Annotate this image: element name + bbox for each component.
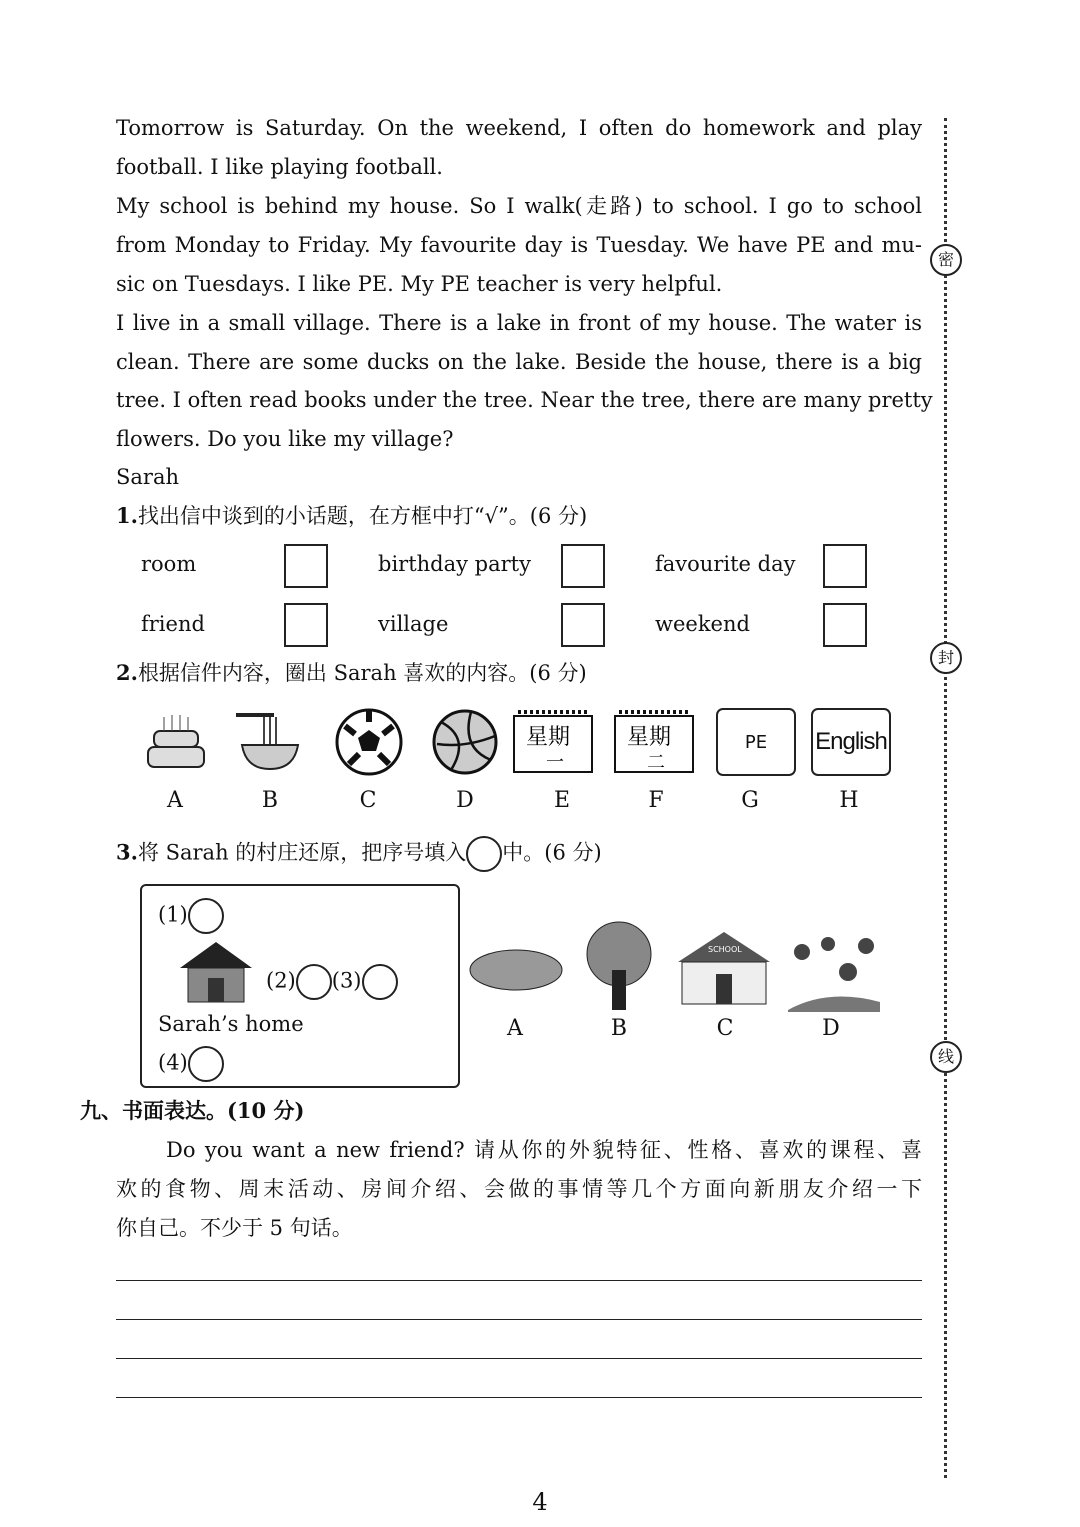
passage-line: I live in a small village. There is a lake in front of my house. The water is	[116, 311, 922, 335]
option-letter: D	[822, 1016, 840, 1041]
passage-line: clean. There are some ducks on the lake. Beside the house, there is a big	[116, 350, 922, 374]
question-text: 根据信件内容，圈出 Sarah 喜欢的内容。(6 分)	[137, 661, 587, 685]
topic-weekend: weekend	[655, 612, 750, 636]
question-number: 3.	[116, 839, 138, 865]
topic-village: village	[378, 612, 449, 636]
checkbox-favourite-day[interactable]	[823, 544, 867, 588]
option-letter: E	[553, 788, 571, 813]
seal-xian: 线	[930, 1041, 962, 1073]
answer-circle[interactable]	[296, 964, 332, 1000]
section-9-title: 九、书面表达。(10 分)	[80, 1098, 305, 1123]
english-card[interactable]: English	[811, 708, 891, 776]
answer-circle[interactable]	[188, 898, 224, 934]
answer-circle[interactable]	[188, 1046, 224, 1082]
slot-label: (1)	[158, 902, 188, 927]
writing-prompt-line: Do you want a new friend? 请从你的外貌特征、性格、喜欢的课程、喜	[166, 1138, 922, 1162]
basketball-icon[interactable]	[429, 708, 501, 776]
checkbox-birthday-party[interactable]	[561, 544, 605, 588]
passage-line: football. I like playing football.	[116, 155, 443, 179]
calendar-day: 二	[647, 752, 665, 773]
topic-friend: friend	[141, 612, 205, 636]
checkbox-weekend[interactable]	[823, 603, 867, 647]
question-text: 中。(6 分)	[502, 840, 602, 865]
signature: Sarah	[116, 465, 179, 489]
school-icon	[672, 928, 776, 1008]
option-letter: F	[648, 788, 664, 813]
slot-2-3	[266, 964, 398, 1000]
topic-favourite-day: favourite day	[655, 552, 796, 576]
passage-line: from Monday to Friday. My favourite day is Tuesday. We have PE and mu-	[116, 233, 922, 257]
flowers-icon	[788, 932, 882, 1012]
question-number: 1.	[116, 503, 138, 528]
question-3-prompt	[116, 836, 602, 872]
tree-icon	[576, 920, 662, 1012]
topic-room: room	[141, 552, 197, 576]
football-icon[interactable]	[333, 708, 405, 776]
slot-label: (4)	[158, 1050, 188, 1075]
writing-line[interactable]	[116, 1358, 922, 1359]
checkbox-friend[interactable]	[284, 603, 328, 647]
pe-card[interactable]: PE	[716, 708, 796, 776]
village-map-box	[140, 884, 460, 1088]
option-letter: A	[507, 1016, 523, 1041]
home-label: Sarah’s home	[158, 1012, 304, 1036]
calendar-monday-icon[interactable]	[508, 708, 596, 776]
question-1-prompt	[116, 504, 587, 528]
checkbox-village[interactable]	[561, 603, 605, 647]
option-letter: C	[359, 788, 377, 813]
binding-dotted-line	[944, 118, 947, 1478]
writing-prompt-line: 你自己。不少于 5 句话。	[116, 1216, 353, 1240]
writing-prompt-line: 欢的食物、周末活动、房间介绍、会做的事情等几个方面向新朋友介绍一下	[116, 1177, 922, 1201]
topic-birthday-party: birthday party	[378, 552, 531, 576]
passage-line: tree. I often read books under the tree. Near the tree, there are many pretty	[116, 388, 933, 412]
calendar-day: 一	[546, 752, 564, 773]
page-number: 4	[532, 1488, 548, 1516]
house-icon	[176, 938, 256, 1004]
passage-line: My school is behind my house. So I walk(走路) to school. I go to school	[116, 194, 922, 218]
option-letter: G	[741, 788, 759, 813]
cake-icon[interactable]	[140, 708, 212, 776]
slot-label: (3)	[331, 968, 362, 993]
writing-line[interactable]	[116, 1280, 922, 1281]
question-2-prompt	[116, 661, 587, 685]
lake-icon	[466, 930, 566, 1000]
option-letter: B	[610, 1016, 628, 1041]
calendar-label: 星期	[526, 725, 571, 750]
option-letter: B	[261, 788, 279, 813]
option-letter: C	[716, 1016, 734, 1041]
option-letter: H	[839, 788, 859, 813]
option-letter: A	[167, 788, 183, 813]
seal-mi: 密	[930, 244, 962, 276]
calendar-label: 星期	[627, 725, 672, 750]
checkbox-room[interactable]	[284, 544, 328, 588]
writing-line[interactable]	[116, 1397, 922, 1398]
question-text: 找出信中谈到的小话题，在方框中打“√”。(6 分)	[137, 504, 588, 528]
circle-symbol	[466, 836, 502, 872]
passage-line: sic on Tuesdays. I like PE. My PE teacher is very helpful.	[116, 272, 723, 296]
passage-line: Tomorrow is Saturday. On the weekend, I often do homework and play	[116, 116, 922, 140]
seal-feng: 封	[930, 642, 962, 674]
answer-circle[interactable]	[362, 964, 398, 1000]
writing-line[interactable]	[116, 1319, 922, 1320]
school-sign: SCHOOL	[708, 945, 742, 954]
calendar-tuesday-icon[interactable]	[609, 708, 697, 776]
slot-4	[158, 1046, 224, 1082]
noodles-icon[interactable]	[233, 708, 305, 776]
passage-line: flowers. Do you like my village?	[116, 427, 454, 451]
slot-1	[158, 898, 224, 934]
question-text: 将 Sarah 的村庄还原，把序号填入	[137, 840, 467, 865]
option-letter: D	[456, 788, 474, 813]
slot-label: (2)	[266, 968, 296, 993]
question-number: 2.	[116, 660, 138, 685]
